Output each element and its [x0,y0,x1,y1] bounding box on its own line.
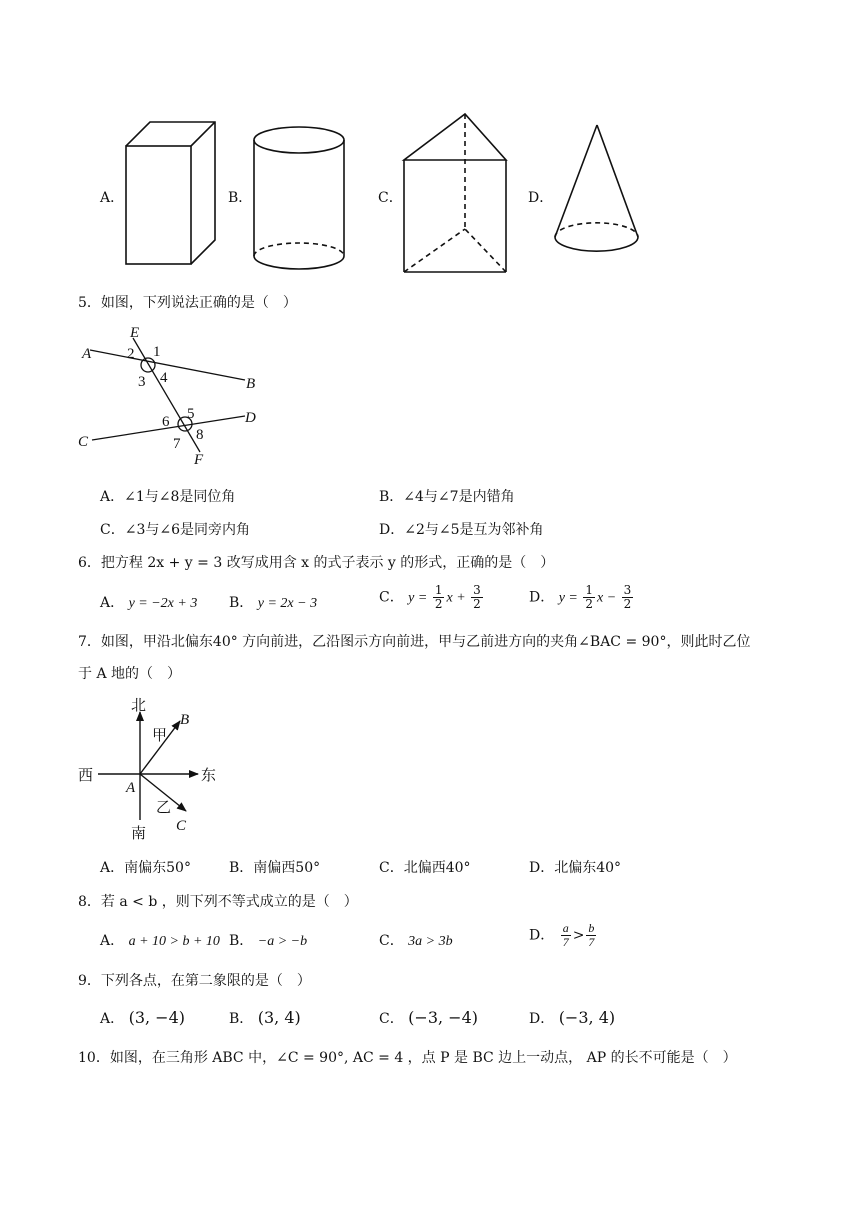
q5-angle-3: 3 [138,374,146,390]
q7-option-d-text: 北偏东40° [554,860,622,876]
q5-label-b: B [246,376,256,392]
q7-stem-line1: 7．如图，甲沿北偏东40° 方向前进，乙沿图示方向前进，甲与乙前进方向的夹角∠BAC = 90°，则此时乙位 [78,634,751,650]
q5-label-e: E [130,325,140,341]
q5-stem: 5．如图，下列说法正确的是（ ） [78,295,297,311]
q8-d-frac2-den: 7 [588,935,595,949]
q8-d-frac1-den: 7 [562,935,569,949]
q8-option-d-op: > [572,927,585,944]
q4-option-b-label[interactable]: B． [228,190,253,206]
q5-angle-8: 8 [196,427,204,443]
q5-angle-7: 7 [173,436,181,452]
q9-option-a[interactable] [100,1008,185,1028]
q5-option-d-letter: D． [379,522,405,538]
q5-angle-6: 6 [162,414,170,430]
q8-option-d-frac1 [561,922,571,949]
q5-label-f: F [194,452,204,468]
q5-option-c-letter: C． [100,522,125,538]
q7-label-west: 西 [78,768,94,784]
q8-d-frac2-num: b [588,921,595,935]
q6-option-b-text: y = 2x − 3 [257,596,318,611]
q7-option-b-letter: B． [229,860,254,876]
q7-label-b: B [180,712,190,728]
q6-option-d-letter: D． [529,589,555,606]
q8-option-c[interactable] [379,930,453,950]
q6-c-frac1-den: 2 [434,597,443,611]
q6-option-c-pre: y = [408,590,431,606]
q9-option-d-letter: D． [529,1011,555,1027]
q5-option-d-text: ∠2与∠5是互为邻补角 [404,522,544,538]
q7-label-east: 东 [201,768,217,784]
q8-option-b-letter: B． [229,933,254,949]
q8-option-a-text: a + 10 > b + 10 [128,934,220,949]
q8-stem: 8．若 a < b ，则下列不等式成立的是（ ） [78,894,358,910]
q10-stem: 10．如图，在三角形 ABC 中，∠C = 90°, AC = 4 ，点 P 是 BC 边上一动点， AP 的长不可能是（ ） [78,1050,737,1066]
q7-option-c-letter: C． [379,860,404,876]
q5-angle-1: 1 [153,344,161,360]
q4-option-a-label[interactable]: A． [100,190,125,206]
q9-option-c-letter: C． [379,1011,404,1027]
q6-option-c-letter: C． [379,589,404,606]
q8-d-frac1-num: a [562,921,569,935]
q5-angle-2: 2 [127,346,135,362]
q4-option-d-label[interactable]: D． [528,190,554,206]
q9-option-d-text: (−3, 4) [558,1008,616,1027]
q6-option-b-letter: B． [229,595,254,611]
q5-option-a-letter: A． [100,489,125,505]
q7-option-a-letter: A． [100,860,125,876]
q8-option-d[interactable] [529,922,598,949]
q8-option-d-frac2 [586,922,596,949]
q7-option-b-text: 南偏西50° [253,860,321,876]
q9-stem: 9．下列各点，在第二象限的是（ ） [78,973,311,989]
q8-option-c-letter: C． [379,933,404,949]
q5-option-b-letter: B． [379,489,404,505]
q7-option-c-text: 北偏西40° [403,860,471,876]
q7-option-b[interactable] [229,857,320,877]
q6-option-d-pre: y = [558,590,582,606]
q9-option-b[interactable] [229,1008,301,1028]
q9-option-a-letter: A． [100,1011,125,1027]
q6-option-c-mid: x + [446,590,470,606]
q7-option-c[interactable] [379,857,471,877]
q6-stem: 6．把方程 2x + y = 3 改写成用含 x 的式子表示 y 的形式，正确的是（ ） [78,555,555,571]
q7-stem-line2: 于 A 地的（ ） [78,666,182,682]
q6-d-frac1-num: 1 [585,583,593,597]
q7-option-d-letter: D． [529,860,555,876]
q9-option-c[interactable] [379,1008,478,1028]
q6-option-a-text: y = −2x + 3 [128,596,198,611]
q7-option-a[interactable] [100,857,191,877]
q7-label-jia: 甲 [152,728,168,744]
q8-option-b[interactable] [229,930,307,950]
q9-option-b-letter: B． [229,1011,254,1027]
q5-label-a: A [82,346,92,362]
q5-angle-4: 4 [160,370,168,386]
q5-option-a-text: ∠1与∠8是同位角 [124,489,236,505]
q7-label-a: A [126,780,136,796]
q9-option-a-text: (3, −4) [128,1008,185,1027]
q5-label-c: C [78,434,89,450]
q9-option-c-text: (−3, −4) [408,1008,478,1027]
q8-option-c-text: 3a > 3b [408,934,453,949]
q6-option-a-letter: A． [100,595,125,611]
q6-c-frac2-den: 2 [473,597,481,611]
q7-option-a-text: 南偏东50° [124,860,191,876]
q8-option-a-letter: A． [100,933,125,949]
q4-option-c-label[interactable]: C． [378,190,403,206]
q6-d-frac2-den: 2 [623,597,632,611]
q6-d-frac2-num: 3 [623,583,632,597]
q8-option-a[interactable] [100,930,220,950]
q5-label-d: D [245,410,256,426]
q6-c-frac1-num: 1 [434,583,443,597]
q7-option-d[interactable] [529,857,621,877]
q8-option-d-letter: D． [529,927,555,944]
q5-option-c-text: ∠3与∠6是同旁内角 [124,522,250,538]
q7-label-north: 北 [131,698,147,714]
q6-d-frac1-den: 2 [585,597,593,611]
q6-option-d-mid: x − [597,590,620,606]
q7-label-c: C [176,818,187,834]
q5-angle-5: 5 [187,406,195,422]
q9-option-d[interactable] [529,1008,615,1028]
q8-option-b-text: −a > −b [257,934,308,949]
q7-label-yi: 乙 [156,800,172,816]
q5-option-b-text: ∠4与∠7是内错角 [403,489,515,505]
q9-option-b-text: (3, 4) [257,1008,301,1027]
q6-c-frac2-num: 3 [473,583,481,597]
q7-label-south: 南 [131,826,147,842]
